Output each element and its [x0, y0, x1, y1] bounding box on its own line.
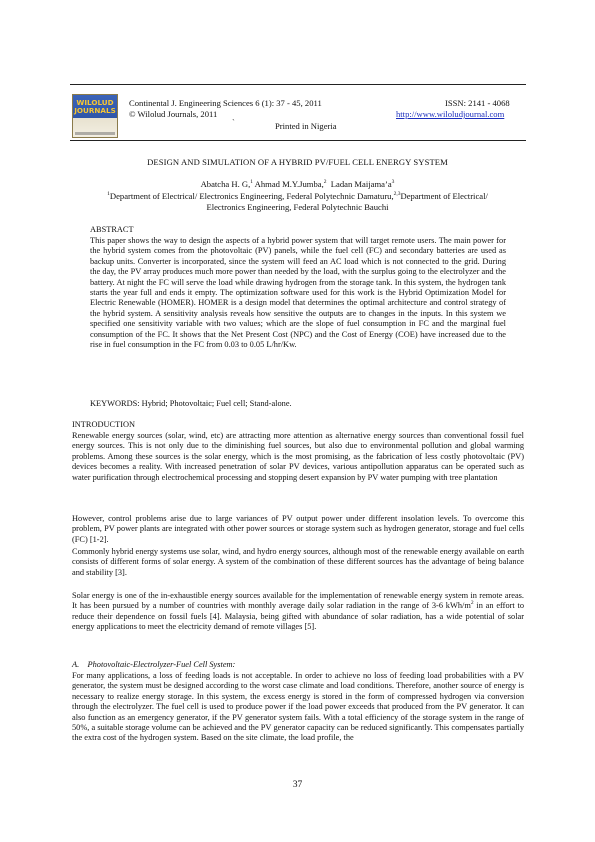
- intro-paragraph-2: However, control problems arise due to large variances of PV output power under different insolation levels. To overcome this problem, PV power plants are integrated with other power sources or storage system such as hydrogen generator, storage and fuel cells (FC) [1-2].: [72, 514, 524, 544]
- introduction-heading: INTRODUCTION: [72, 420, 136, 429]
- author-line: Abatcha H. G,$^1$ Ahmad M.Y.Jumba,$^2$ Ladan $Maijama’a^3$: [200, 179, 395, 189]
- abstract-heading: ABSTRACT: [90, 225, 134, 234]
- page-number: 37: [292, 779, 303, 790]
- journal-url-link[interactable]: http://www.wiloludjournal.com: [396, 109, 505, 119]
- copyright-line: © Wilolud Journals, 2011: [129, 109, 218, 119]
- printed-in: Printed in Nigeria: [275, 121, 337, 131]
- author-3: Ladan Maijama’a: [330, 179, 392, 189]
- paper-title: DESIGN AND SIMULATION OF A HYBRID PV/FUEL CELL ENERGY SYSTEM: [147, 157, 448, 167]
- abstract-text: This paper shows the way to design the aspects of a hybrid power system that will target remote users. The main power for the hybrid system comes from the photovoltaic (PV) panels, while the fuel cell (FC) and secondary batteries are used as backup units. Converter is incorporated, since the system will feed an AC load which is not connected to the grid. During the day, the PV array produces much more power than needed by the load, with the surplus going to the electrolyzer and the battery. At night the FC will serve the load while drawing hydrogen from the storage tank. In this system, the hydrogen tank starts the year full and ends it empty. The optimization software used for this work is the Hybrid Optimization Model for Electric Renewable (HOMER). HOMER is a design model that determines the optimal architecture and control strategy of the hybrid system. A sensitivity analysis reveals how sensitive the outputs are to changes in the inputs. In this system we specified one sensitivity variable with two values; which are the slope of fuel consumption in FC and the marginal fuel consumption of the FC. It shows that the Net Present Cost (NPC) and the Cost of Energy (COE) have increased due to the rise in fuel consumption in the FC from 0.03 to 0.05 L/hr/Kw.: [90, 236, 506, 350]
- issn: ISSN: 2141 - 4068: [445, 98, 510, 108]
- intro-paragraph-4: Solar energy is one of the in-exhaustible energy sources available for the implementation of renewable energy system in remote areas. It has been pursued by a number of countries with monthly average daily solar radiation in the range of 3-6 kWh/$m^2$ in an effort to reduce their dependence on fossil fuels [4]. Malaysia, being gifted with abundance of solar radiation, has a wide potential of solar energy applications to meet the electricity demand of remote villages [5].: [72, 591, 524, 632]
- affiliation-line-1: $^1$Department of Electrical/ Electronics Engineering, Federal Polytechnic Damaturu,$^{2,3}$Department of Electrical/: [107, 191, 488, 201]
- intro-paragraph-3: Commonly hybrid energy systems use solar, wind, and hydro energy sources, although most of the renewable energy available on earth consists of different forms of solar energy. A system of the combination of these different sources has the advantage of being balance and stability [3].: [72, 547, 524, 577]
- author-2: Ahmad M.Y.Jumba,: [254, 179, 324, 189]
- author-1: Abatcha H. G,: [200, 179, 251, 189]
- keywords: KEYWORDS: Hybrid; Photovoltaic; Fuel cell; Stand-alone.: [90, 399, 292, 408]
- intro-paragraph-1: Renewable energy sources (solar, wind, etc) are attracting more attention as alternative energy sources than conventional fossil fuel energy sources. This is not only due to the diminishing fuel sources, but also due to environmental pollution and global warming problems. Among these sources is the solar energy, which is the most promising, as the fabrication of less costly photovoltaic (PV) devices becomes a reality. With increased penetration of solar PV devices, various antipollution apparatus can be operated such as water purification through electrochemical processing and stopping desert expansion by PV water pumping with tree plantation: [72, 431, 524, 482]
- header-top-rule: [70, 84, 526, 85]
- wilolud-journals-logo: WILOLUD JOURNALS: [72, 94, 118, 138]
- header-bottom-rule: [70, 140, 526, 141]
- journal-citation: Continental J. Engineering Sciences 6 (1): 37 - 45, 2011: [129, 98, 322, 108]
- affiliation-line-2: Electronics Engineering, Federal Polytechnic Bauchi: [206, 202, 389, 212]
- section-a-text: For many applications, a loss of feeding loads is not acceptable. In order to achieve no loss of feeding load probabilities with a PV generator, the system must be designed according to the worst case climate and load conditions. Therefore, another source of energy is necessary to realize energy storage. In this system, the excess energy is stored in the form of compressed hydrogen via conversion through the electrolyzer. The fuel cell is used to produce power if the load power exceeds that produced from the PV generator. It can also function as an emergency generator, if the PV generator system fails. With a total efficiency of the storage system in the range of 50%, a suitable storage volume can be achieved and the PV generator capacity can be reduced significantly. This compensates partially the extra cost of the hydrogen system. Based on the site climate, the load profile, the: [72, 671, 524, 743]
- section-a-heading: A. Photovoltaic-Electrolyzer-Fuel Cell System:: [72, 660, 236, 669]
- stray-tick: `: [232, 117, 235, 127]
